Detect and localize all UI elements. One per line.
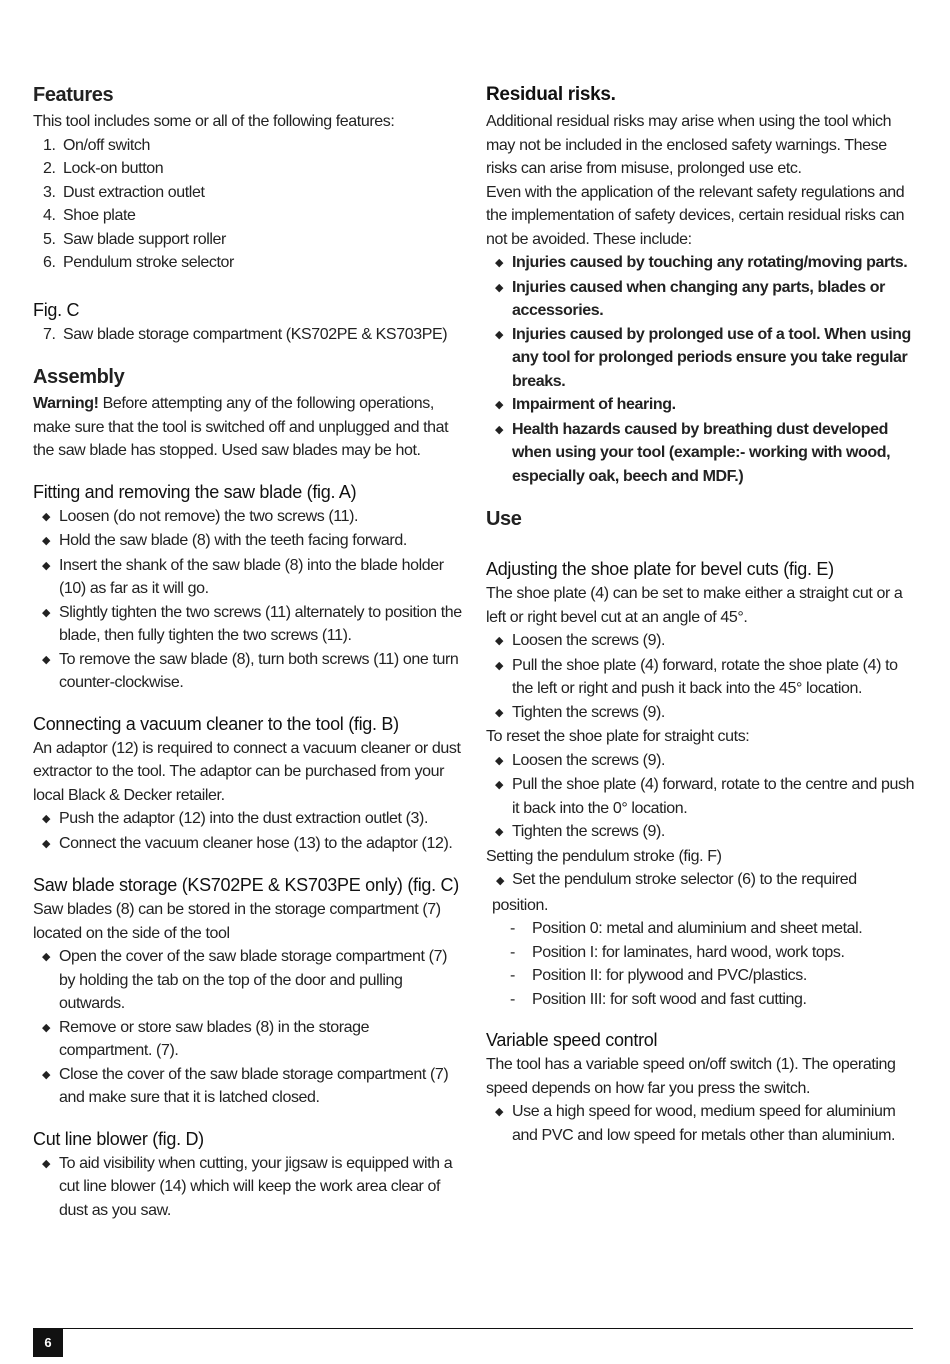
list-item: 4. Shoe plate [43,207,136,224]
diamond-bullet-icon: ◆ [41,1157,51,1170]
list-item: - Position III: for soft wood and fast cutting. [510,990,807,1008]
list-item: ◆ Hold the saw blade (8) with the teeth facing forward. [33,529,465,554]
list-item: - Position II: for plywood and PVC/plastics. [510,967,807,984]
list-item: ◆ Close the cover of the saw blade storage compartment (7) and make sure that it is latched closed. [33,1063,465,1110]
bevel-list-2 [486,749,916,845]
list-item: ◆ To remove the saw blade (8), turn both screws (11) one turn counter-clockwise. [33,648,465,695]
list-item: 2. Lock-on button [43,160,164,177]
diamond-bullet-icon: ◆ [41,559,51,572]
residual-list [486,251,916,488]
diamond-bullet-icon: ◆ [494,659,504,672]
diamond-bullet-icon: ◆ [41,535,51,547]
list-item: ◆ Loosen the screws (9). [486,749,916,774]
list-item: ◆ Slightly tighten the two screws (11) alternately to position the blade, then fully tighten the two screws (11). [33,601,465,648]
bevel-reset-text: To reset the shoe plate for straight cuts: [486,728,750,745]
residual-heading: Residual risks. [486,84,616,105]
features-list [33,134,465,275]
residual-intro-1: Additional residual risks may arise when using the tool which may not be included in the enclosed safety warnings. These risks can arise from misuse, prolonged use etc. [486,113,892,177]
features-heading: Features [33,84,114,106]
blower-list [33,1152,465,1223]
vacuum-intro: An adaptor (12) is required to connect a vacuum cleaner or dust extractor to the tool. The adaptor can be purchased from your local Black & Decker retailer. [33,739,461,804]
diamond-bullet-icon: ◆ [494,635,504,647]
diamond-bullet-icon: ◆ [494,399,504,411]
fitting-list [33,505,465,695]
diamond-bullet-icon: ◆ [494,281,504,294]
diamond-bullet-icon: ◆ [496,875,505,887]
features-intro: This tool includes some or all of the following features: [33,113,395,130]
diamond-bullet-icon: ◆ [41,606,51,619]
diamond-bullet-icon: ◆ [41,951,51,963]
bevel-intro: The shoe plate (4) can be set to make either a straight cut or a left or right bevel cut at an angle of 45°. [486,585,903,626]
warning-label: Warning! [33,395,99,412]
list-item: ◆ Tighten the screws (9). [486,701,916,726]
storage-list [33,945,465,1110]
diamond-bullet-icon: ◆ [41,510,51,523]
residual-intro-2: Even with the application of the relevant safety regulations and the implementation of safety devices, certain residual risks can not be avoided. These include: [486,183,905,248]
vacuum-list [33,807,465,856]
list-item: ◆ Remove or store saw blades (8) in the storage compartment. (7). [33,1016,465,1063]
bevel-list-1 [486,629,916,725]
diamond-bullet-icon: ◆ [41,1068,51,1081]
list-item: ◆ Open the cover of the saw blade storage compartment (7) by holding the tab on the top of the door and pulling outwards. [33,945,465,1016]
storage-heading: Saw blade storage (KS702PE & KS703PE only) (fig. C) [33,875,459,895]
list-item: ◆ Injuries caused by prolonged use of a tool. When using any tool for prolonged periods ensure you take regular breaks. [486,323,916,394]
diamond-bullet-icon: ◆ [494,826,504,838]
footer-divider [33,1328,913,1329]
list-item: 1. On/off switch [43,136,150,154]
fitting-heading: Fitting and removing the saw blade (fig. A) [33,481,357,502]
pendulum-instruction: ◆ Set the pendulum stroke selector (6) to the required position. [492,871,857,914]
diamond-bullet-icon: ◆ [41,653,51,666]
diamond-bullet-icon: ◆ [494,754,504,767]
diamond-bullet-icon: ◆ [41,813,51,825]
diamond-bullet-icon: ◆ [494,257,504,269]
list-item: ◆ Loosen (do not remove) the two screws (11). [33,505,465,530]
list-item: - Position I: for laminates, hard wood, work tops. [510,943,845,961]
list-item: 6. Pendulum stroke selector [43,254,234,271]
pendulum-subheading: Setting the pendulum stroke (fig. F) [486,847,722,865]
list-item: ◆ Insert the shank of the saw blade (8) into the blade holder (10) as far as it will go. [33,554,465,601]
diamond-bullet-icon: ◆ [494,328,504,341]
list-item: ◆ Loosen the screws (9). [486,629,916,654]
list-item: ◆ Connect the vacuum cleaner hose (13) to the adaptor (12). [33,832,465,857]
page-number: 6 [33,1329,63,1357]
diamond-bullet-icon: ◆ [41,1021,51,1034]
speed-list [486,1100,916,1147]
list-item: 3. Dust extraction outlet [43,183,205,201]
diamond-bullet-icon: ◆ [494,423,504,436]
diamond-bullet-icon: ◆ [494,1106,504,1118]
list-item: ◆ Health hazards caused by breathing dust developed when using your tool (example:- working with wood, especially oak, beech and MDF.) [486,418,916,489]
list-item: ◆ Push the adaptor (12) into the dust extraction outlet (3). [33,807,465,832]
assembly-heading: Assembly [33,366,125,388]
vacuum-heading: Connecting a vacuum cleaner to the tool (fig. B) [33,713,399,734]
diamond-bullet-icon: ◆ [41,837,51,850]
fig-c-list [33,323,465,347]
list-item: ◆ Impairment of hearing. [486,393,916,418]
left-column [33,80,465,1222]
diamond-bullet-icon: ◆ [494,706,504,719]
list-item: ◆ Tighten the screws (9). [486,820,916,845]
list-item: ◆ Injuries caused by touching any rotating/moving parts. [486,251,916,276]
diamond-bullet-icon: ◆ [494,779,504,791]
list-item: - Position 0: metal and aluminium and sheet metal. [510,920,863,937]
list-item: ◆ To aid visibility when cutting, your jigsaw is equipped with a cut line blower (14) which will keep the work area clear of dust as you saw. [33,1152,465,1223]
speed-heading: Variable speed control [486,1030,658,1050]
use-heading: Use [486,508,522,530]
list-item: ◆ Use a high speed for wood, medium speed for aluminium and PVC and low speed for metals other than aluminium. [486,1100,916,1147]
right-column [486,80,916,1147]
pendulum-positions [486,917,916,1011]
list-item: 5. Saw blade support roller [43,230,226,248]
speed-intro: The tool has a variable speed on/off switch (1). The operating speed depends on how far you press the switch. [486,1056,896,1097]
list-item: ◆ Pull the shoe plate (4) forward, rotate to the centre and push it back into the 0° location. [486,773,916,820]
blower-heading: Cut line blower (fig. D) [33,1128,204,1149]
list-item: 7. Saw blade storage compartment (KS702PE & KS703PE) [43,325,448,343]
fig-c-heading: Fig. C [33,299,80,320]
list-item: ◆ Injuries caused when changing any parts, blades or accessories. [486,276,916,323]
bevel-heading: Adjusting the shoe plate for bevel cuts (fig. E) [486,559,834,579]
assembly-warning: Warning! Before attempting any of the following operations, make sure that the tool is switched off and unplugged and that the saw blade has stopped. Used saw blades may be hot. [33,395,449,459]
storage-intro: Saw blades (8) can be stored in the storage compartment (7) located on the side of the tool [33,901,441,942]
list-item: ◆ Pull the shoe plate (4) forward, rotate the shoe plate (4) to the left or right and push it back into the 45° location. [486,654,916,701]
